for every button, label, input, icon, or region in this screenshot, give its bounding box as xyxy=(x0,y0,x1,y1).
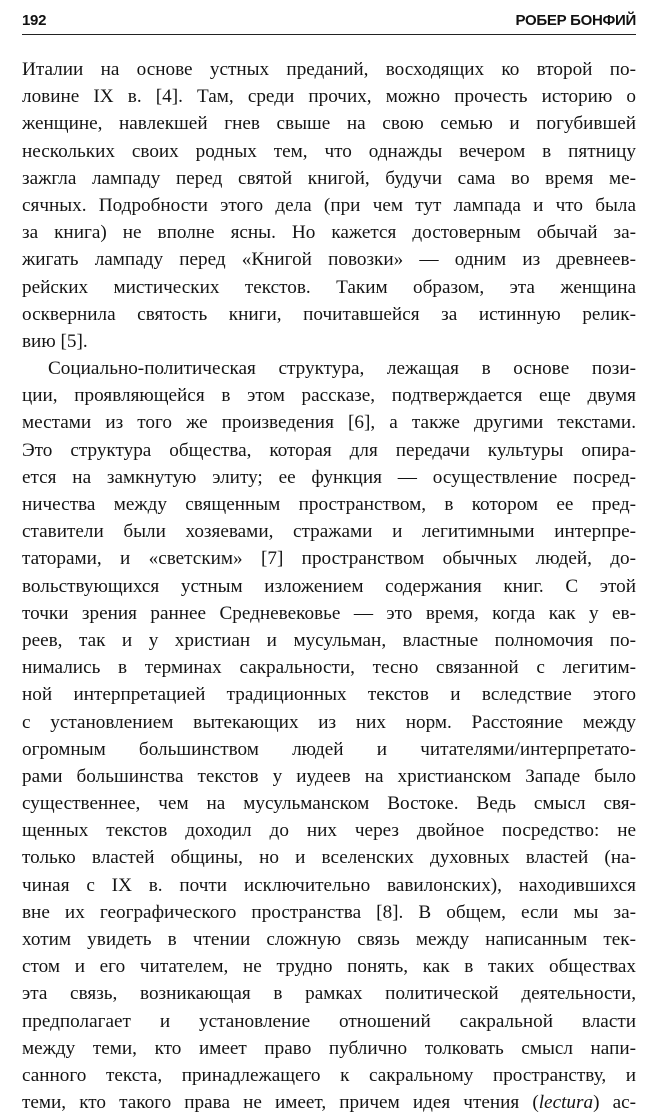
italic-term: lectura xyxy=(538,1092,594,1114)
text-line: предполагает и установление отношений сакральной власти xyxy=(22,1010,636,1032)
text-line: точки зрения раннее Средневековье — это время, когда как у ев- xyxy=(22,602,636,624)
text-line: санного текста, принадлежащего к сакральному пространству, и xyxy=(22,1064,636,1086)
text-line: рами большинства текстов у иудеев на христианском Западе было xyxy=(22,765,636,787)
text-line: ной интерпретацией традиционных текстов и вследствие этого xyxy=(22,684,636,706)
text-line: вне их географического пространства [8]. В общем, если мы за- xyxy=(22,901,636,923)
text-line: ловине IX в. [4]. Там, среди прочих, можно прочесть историю о xyxy=(22,86,636,108)
text-line: вольствующихся устным изложением содержания книг. С этой xyxy=(22,575,636,597)
text-line: нескольких своих родных тем, что однажды вечером в пятницу xyxy=(22,140,636,162)
page-number: 192 xyxy=(22,12,47,29)
text-line: стом и его читателем, не трудно понять, как в таких обществах xyxy=(22,956,636,978)
text-line: эта связь, возникающая в рамках политической деятельности, xyxy=(22,983,636,1005)
text-line: существеннее, чем на мусульманском Востоке. Ведь смысл свя- xyxy=(22,793,636,815)
text-line: осквернила святость книги, почитавшейся за истинную релик- xyxy=(22,303,636,325)
text-line: вию [5]. xyxy=(22,330,88,352)
text-line: Это структура общества, которая для передачи культуры опира- xyxy=(22,439,636,461)
text-line: ставители были хозяевами, стражами и легитимными интерпре- xyxy=(22,521,636,543)
text-line: ции, проявляющейся в этом рассказе, подтверждается еще двумя xyxy=(22,385,636,407)
text-line: местами из того же произведения [6], а также другими текстами. xyxy=(22,412,636,434)
text-line: чиная с IX в. почти исключительно вавилонских), находившихся xyxy=(22,874,636,896)
text-line: между теми, кто имеет право публично толковать смысл напи- xyxy=(22,1037,636,1059)
text-line: жигать лампаду перед «Книгой повозки» — одним из древнеев- xyxy=(22,249,636,271)
header-rule xyxy=(22,34,636,35)
body-text xyxy=(22,56,636,1116)
text-line: щенных текстов доходил до них через двойное посредство: не xyxy=(22,820,636,842)
text-line: Социально-политическая структура, лежащая в основе пози- xyxy=(48,358,636,380)
text-segment: ) ас- xyxy=(593,1092,636,1114)
text-line: нимались в терминах сакральности, тесно связанной с легитим- xyxy=(22,657,636,679)
text-line: зажгла лампаду перед святой книгой, будучи сама во время ме- xyxy=(22,167,636,189)
text-line: реев, так и у христиан и мусульман, властные полномочия по- xyxy=(22,629,636,651)
text-line: только властей общины, но и вселенских духовных властей (на- xyxy=(22,847,636,869)
text-line: хотим увидеть в чтении сложную связь между написанным тек- xyxy=(22,929,636,950)
text-line: за книга) не вполне ясны. Но кажется достоверным обычай за- xyxy=(22,222,636,244)
text-line: Италии на основе устных преданий, восходящих ко второй по- xyxy=(22,59,636,80)
text-line: ется на замкнутую элиту; ее функция — осуществление посред- xyxy=(22,466,636,488)
text-line: таторами, и «светским» [7] пространством обычных людей, до- xyxy=(22,548,636,570)
text-line: огромным большинством людей и читателями/интерпретато- xyxy=(22,738,636,760)
running-head xyxy=(22,10,636,32)
text-segment: теми, кто такого права не имеет, причем идея чтения ( xyxy=(22,1092,539,1114)
text-line: женщине, навлекшей гнев свыше на свою семью и погубившей xyxy=(22,113,636,135)
running-head-author: РОБЕР БОНФИЙ xyxy=(515,12,636,29)
text-line-final xyxy=(22,1089,636,1116)
text-line: с установлением вытекающих из них норм. Расстояние между xyxy=(22,711,636,733)
text-line: рейских мистических текстов. Таким образом, эта женщина xyxy=(22,276,636,298)
text-line: сячных. Подробности этого дела (при чем тут лампада и что была xyxy=(22,194,636,216)
text-line: ничества между священным пространством, в котором ее пред- xyxy=(22,494,636,515)
